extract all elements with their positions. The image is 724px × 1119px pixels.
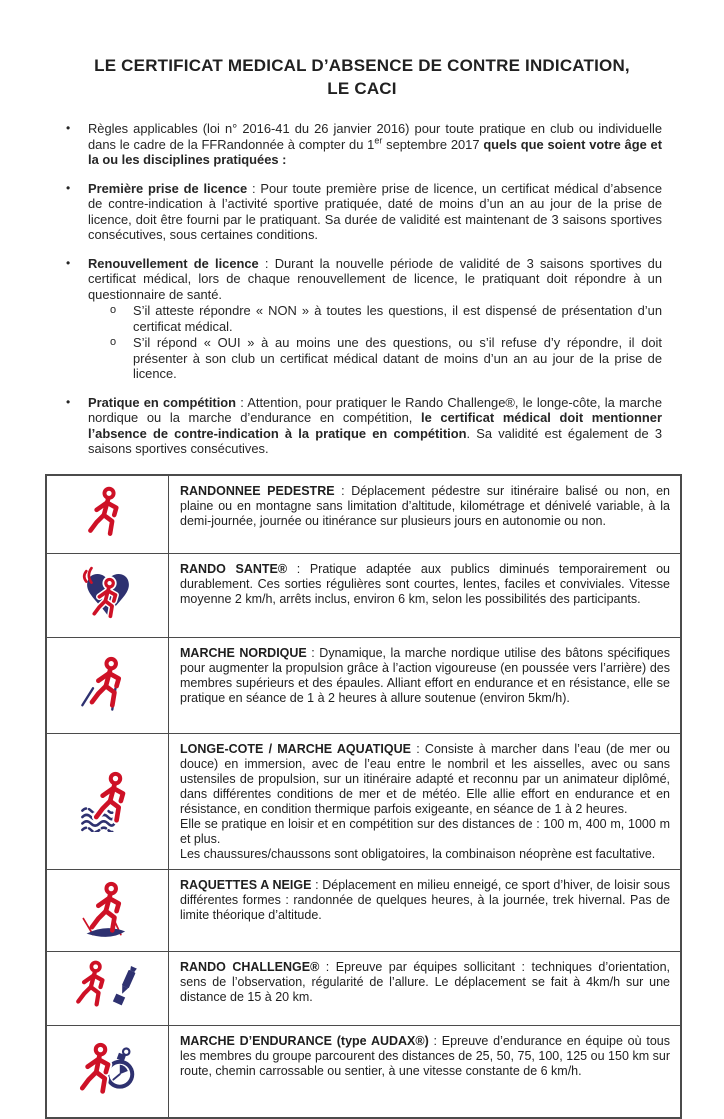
table-row-rando-challenge — [46, 951, 681, 1025]
bullet-text: Règles applicables (loi n° 2016-41 du 26 janvier 2016) pour toute pratique en club ou individuelle dans le cadre de la FFRandonnée à compter du 1er septembre 2017 quels que soient votre âge et la ou les disciplines pratiquées : — [88, 121, 662, 167]
page-title — [40, 54, 684, 100]
document-page — [0, 54, 724, 1078]
discipline-description: RANDONNEE PEDESTRE : Déplacement pédestre sur itinéraire balisé ou non, en plaine ou en montagne sans limitation d’altitude, kilométrage et dénivelé variable, à la demi-journée, journée ou itinérance sur plusieurs jours en autonomie ou non. — [169, 475, 682, 554]
discipline-description: MARCHE D’ENDURANCE (type AUDAX®) : Epreuve d’endurance en équipe où tous les membres du groupe parcourent des distances de 25, 50, 75, 100, 125 ou 150 km sur route, chemin carrossable ou sentier, à une vitesse constante de 6 km/h. — [169, 1025, 682, 1118]
sub-bullet-text: S’il répond « OUI » à au moins une des questions, ou s’il refuse d’y répondre, il doit présenter à son club un certificat médical datant de moins d’un an au jour de la prise de licence. — [133, 335, 662, 381]
bullet-marker: • — [66, 394, 71, 409]
bullet-text: Pratique en compétition : Attention, pour pratiquer le Rando Challenge®, le longe-côte, la marche nordique ou la marche d’endurance en compétition, le certificat médical doit mentionner l’absence de contre-indication à la pratique en compétition. Sa validité est également de 3 saisons sportives consécutives. — [88, 394, 663, 456]
discipline-description: RAQUETTES A NEIGE : Déplacement en milieu enneigé, ce sport d’hiver, de loisir sous différentes formes : randonnée de quelques heures, à la journée, trek hivernal. Pas de limite théorique d’altitude. — [169, 869, 682, 951]
discipline-description: MARCHE NORDIQUE : Dynamique, la marche nordique utilise des bâtons spécifiques pour augmenter la propulsion grâce à l’action vigoureuse (en poussée vers l’arrière) des membres supérieurs et des épaules. Alliant effort en endurance et en résistance, elle se pratique en séance de 1 à 2 heures à allure soutenue (environ 5km/h). — [169, 637, 682, 733]
rules-list — [66, 121, 662, 457]
discipline-description: LONGE-COTE / MARCHE AQUATIQUE : Consiste à marcher dans l’eau (de mer ou douce) en immersion, avec de l’eau entre le nombril et les aisselles, avec ou sans ustensiles de propulsion, sur un itinéraire adapté et reconnu par un animateur diplômé, dans différentes conditions de mer et de météo. Elle allie effort en endurance et en résistance, en condition thermique parfois exigeante, en séance de 1 à 2 heures. Elle se pratique en loisir et en compétition sur des distances de : 100 m, 400 m, 1000 m et plus. Les chaussures/chaussons sont obligatoires, la combinaison néoprène est facultative. — [169, 733, 682, 869]
icon-cell — [46, 733, 169, 869]
sub-bullet-marker: o — [110, 304, 117, 316]
aquatic-walking-icon — [79, 770, 137, 832]
page-title-line2: LE CACI — [327, 79, 397, 98]
bullet-premiere-prise-licence — [66, 181, 662, 243]
nordic-walking-icon — [79, 654, 137, 716]
hiker-icon — [81, 485, 135, 543]
icon-cell — [46, 475, 169, 554]
table-row-rando-sante — [46, 553, 681, 637]
bullet-text: Première prise de licence : Pour toute première prise de licence, un certificat médical d’absence de contre-indication à l’activité sportive pratiquée, daté de moins d’un an au jour de la prise de licence, doit être fourni par le pratiquant. Sa durée de validité est maintenant de 3 saisons sportives consécutives, sous certaines conditions. — [88, 180, 663, 242]
bullet-renouvellement-licence — [66, 256, 662, 382]
sub-bullet-oui — [110, 335, 662, 382]
bullet-marker: • — [66, 255, 71, 270]
sub-bullet-marker: o — [110, 336, 117, 348]
table-row-randonnee-pedestre — [46, 475, 681, 554]
icon-cell — [46, 1025, 169, 1118]
icon-cell — [46, 637, 169, 733]
discipline-description: RANDO SANTE® : Pratique adaptée aux publics diminués temporairement ou durablement. Ces sorties régulières sont courtes, lentes, faciles et conviviales. Vitesse moyenne 2 km/h, arrêts inclus, environ 6 km, selon les possibilités des participants. — [169, 553, 682, 637]
page-title-line1: LE CERTIFICAT MEDICAL D’ABSENCE DE CONTRE INDICATION, — [94, 56, 630, 75]
bullet-pratique-competition — [66, 395, 662, 457]
table-row-raquettes-a-neige — [46, 869, 681, 951]
bullet-text-main: Renouvellement de licence : Durant la nouvelle période de validité de 3 saisons sportives du certificat médical, lors de chaque renouvellement de licence, le pratiquant doit répondre à un questionnaire de santé. — [88, 255, 662, 302]
bullet-regles-applicables — [66, 121, 662, 168]
disciplines-table — [45, 474, 682, 1119]
sub-bullet-text: S’il atteste répondre « NON » à toutes les questions, il est dispensé de présentation d’un certificat médical. — [133, 303, 662, 334]
rando-sante-heart-icon — [78, 564, 138, 626]
snowshoes-icon — [77, 880, 139, 940]
bullet-marker: • — [66, 180, 71, 195]
bullet-marker: • — [66, 121, 71, 135]
discipline-description: RANDO CHALLENGE® : Epreuve par équipes sollicitant : techniques d’orientation, sens de l’observation, régularité de l’allure. Le déplacement se fait à 4km/h sur une distance de 15 à 20 km. — [169, 951, 682, 1025]
table-row-marche-nordique — [46, 637, 681, 733]
icon-cell — [46, 951, 169, 1025]
endurance-stopwatch-icon — [76, 1041, 140, 1101]
table-row-marche-endurance — [46, 1025, 681, 1118]
icon-cell — [46, 869, 169, 951]
table-row-longe-cote — [46, 733, 681, 869]
rando-challenge-icon — [75, 959, 141, 1017]
bullet-text — [88, 256, 662, 382]
sub-bullet-non — [110, 303, 662, 334]
icon-cell — [46, 553, 169, 637]
